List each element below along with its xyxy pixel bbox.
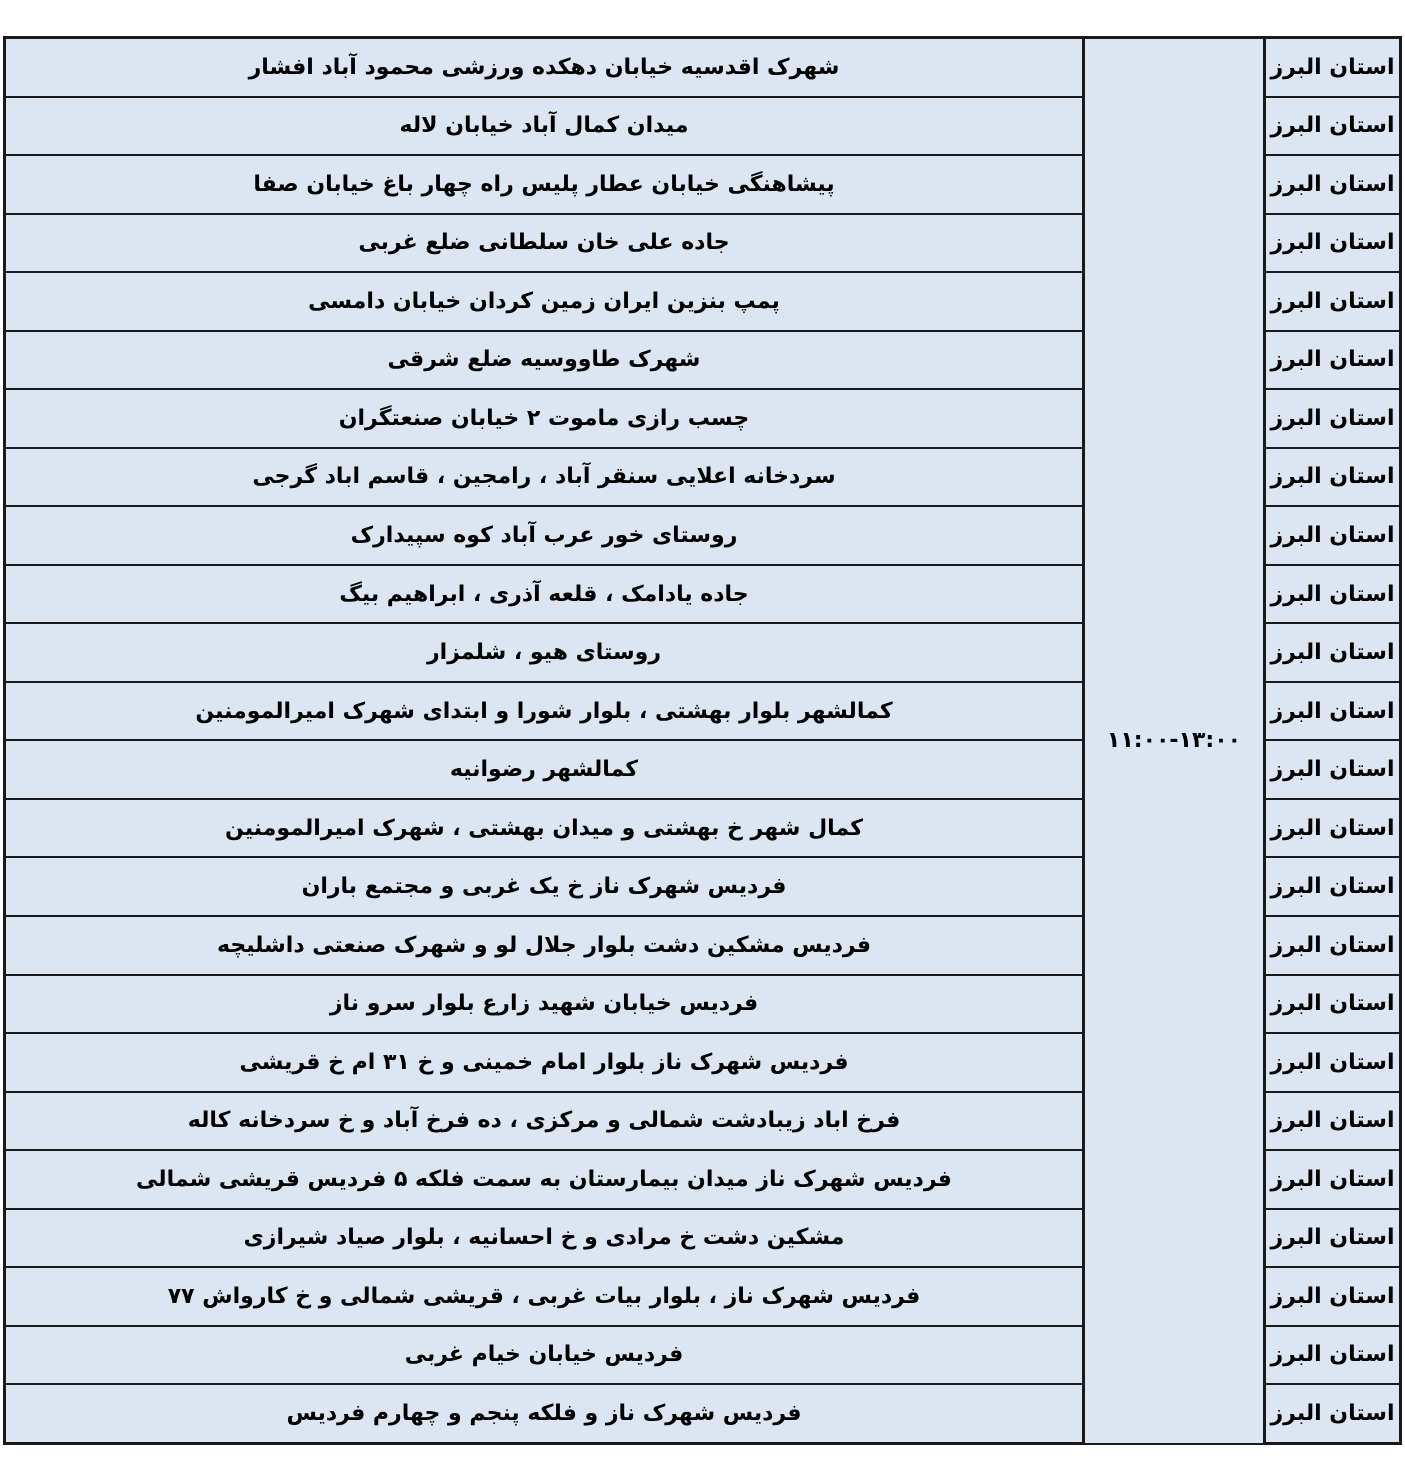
outage-schedule-table-wrapper xyxy=(3,36,1402,1445)
area-cell: میدان کمال آباد خیابان لاله xyxy=(5,97,1084,156)
area-cell: جاده یادامک ، قلعه آذری ، ابراهیم بیگ xyxy=(5,565,1084,624)
province-cell: استان البرز xyxy=(1265,682,1401,741)
province-cell: استان البرز xyxy=(1265,1384,1401,1443)
province-cell: استان البرز xyxy=(1265,916,1401,975)
province-cell: استان البرز xyxy=(1265,331,1401,390)
province-cell: استان البرز xyxy=(1265,1150,1401,1209)
table-body xyxy=(5,38,1401,1444)
province-cell: استان البرز xyxy=(1265,1092,1401,1151)
area-cell: مشکین دشت خ مرادی و خ احسانیه ، بلوار صیاد شیرازی xyxy=(5,1209,1084,1268)
province-cell: استان البرز xyxy=(1265,740,1401,799)
outage-schedule-table xyxy=(3,36,1402,1445)
time-range-cell xyxy=(1084,38,1265,1444)
area-cell: کمال شهر خ بهشتی و میدان بهشتی ، شهرک امیرالمومنین xyxy=(5,799,1084,858)
province-cell: استان البرز xyxy=(1265,38,1401,97)
area-cell: روستای هیو ، شلمزار xyxy=(5,623,1084,682)
area-cell: روستای خور عرب آباد کوه سپیدارک xyxy=(5,506,1084,565)
area-cell: سردخانه اعلایی سنقر آباد ، رامجین ، قاسم اباد گرجی xyxy=(5,448,1084,507)
area-cell: فردیس شهرک ناز و فلکه پنجم و چهارم فردیس xyxy=(5,1384,1084,1443)
province-cell: استان البرز xyxy=(1265,799,1401,858)
area-cell: کمالشهر رضوانیه xyxy=(5,740,1084,799)
province-cell: استان البرز xyxy=(1265,1209,1401,1268)
area-cell: فردیس شهرک ناز ، بلوار بیات غربی ، قریشی شمالی و خ کارواش ۷۷ xyxy=(5,1267,1084,1326)
province-cell: استان البرز xyxy=(1265,272,1401,331)
province-cell: استان البرز xyxy=(1265,155,1401,214)
area-cell: کمالشهر بلوار بهشتی ، بلوار شورا و ابتدای شهرک امیرالمومنین xyxy=(5,682,1084,741)
area-cell: فردیس شهرک ناز میدان بیمارستان به سمت فلکه ۵ فردیس قریشی شمالی xyxy=(5,1150,1084,1209)
time-range-text: ۱۱:۰۰-۱۳:۰۰ xyxy=(1106,728,1242,754)
province-cell: استان البرز xyxy=(1265,506,1401,565)
province-cell: استان البرز xyxy=(1265,975,1401,1034)
area-cell: فردیس شهرک ناز بلوار امام خمینی و خ ۳۱ ام خ قریشی xyxy=(5,1033,1084,1092)
province-cell: استان البرز xyxy=(1265,565,1401,624)
area-cell: فردیس شهرک ناز خ یک غربی و مجتمع باران xyxy=(5,857,1084,916)
area-cell: شهرک اقدسیه خیابان دهکده ورزشی محمود آباد افشار xyxy=(5,38,1084,97)
province-cell: استان البرز xyxy=(1265,214,1401,273)
table-row xyxy=(5,38,1401,97)
province-cell: استان البرز xyxy=(1265,1033,1401,1092)
area-cell: پیشاهنگی خیابان عطار پلیس راه چهار باغ خیابان صفا xyxy=(5,155,1084,214)
province-cell: استان البرز xyxy=(1265,857,1401,916)
province-cell: استان البرز xyxy=(1265,623,1401,682)
province-cell: استان البرز xyxy=(1265,1326,1401,1385)
area-cell: جاده علی خان سلطانی ضلع غربی xyxy=(5,214,1084,273)
area-cell: فردیس خیابان شهید زارع بلوار سرو ناز xyxy=(5,975,1084,1034)
province-cell: استان البرز xyxy=(1265,389,1401,448)
province-cell: استان البرز xyxy=(1265,97,1401,156)
area-cell: پمپ بنزین ایران زمین کردان خیابان دامسی xyxy=(5,272,1084,331)
area-cell: فرخ اباد زیبادشت شمالی و مرکزی ، ده فرخ آباد و خ سردخانه کاله xyxy=(5,1092,1084,1151)
area-cell: شهرک طاووسیه ضلع شرقی xyxy=(5,331,1084,390)
province-cell: استان البرز xyxy=(1265,1267,1401,1326)
province-cell: استان البرز xyxy=(1265,448,1401,507)
area-cell: فردیس مشکین دشت بلوار جلال لو و شهرک صنعتی داشلیچه xyxy=(5,916,1084,975)
area-cell: چسب رازی ماموت ۲ خیابان صنعتگران xyxy=(5,389,1084,448)
area-cell: فردیس خیابان خیام غربی xyxy=(5,1326,1084,1385)
